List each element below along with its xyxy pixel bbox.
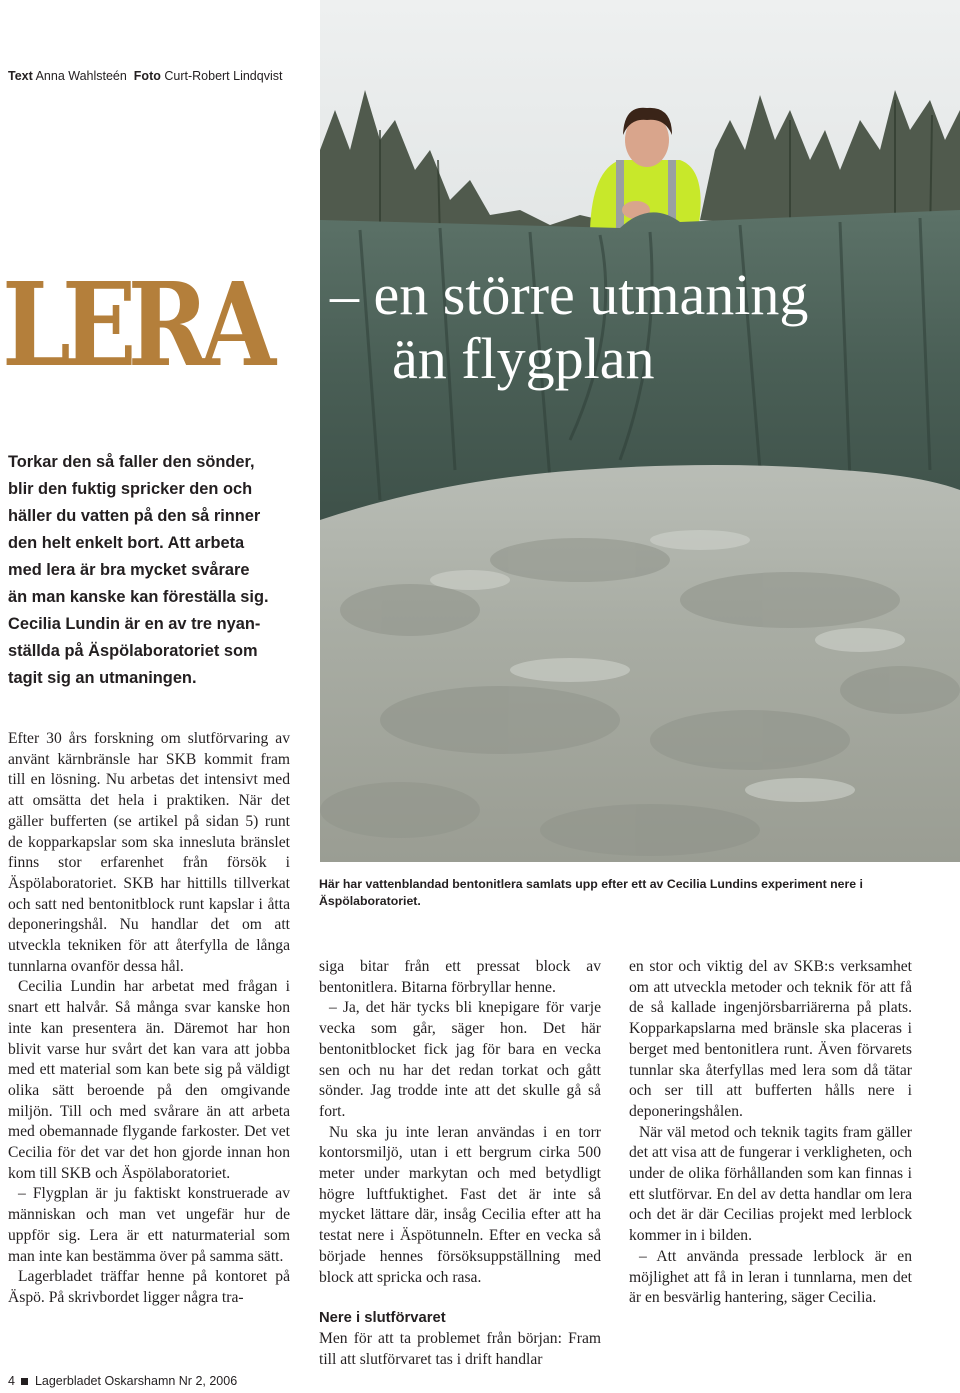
page-footer [8,1374,237,1388]
ingress-line: än man kanske kan föreställa sig. [8,588,269,606]
ingress-line: den helt enkelt bort. Att arbeta [8,534,245,552]
byline [8,69,282,83]
body-paragraph: Cecilia Lundin har arbetat med frågan i snart ett halvår. Så många svar kanske hon inte kan presentera än. Däremot har hon blivit varse hur svårt det kan vara att jobba med ett material som kan bete sig på väldigt olika sätt beroende på den omgivande miljön. Till och med svårare än att arbeta med obemannade flygande farkoster. Det vet Cecilia för det var det hon gjorde innan hon kom till SKB och Äspölaboratoriet. [8,978,290,1182]
ingress-line: häller du vatten på den så rinner [8,507,261,525]
ingress-line: Torkar den så faller den sönder, [8,453,255,471]
section-subheading: Nere i slutförvaret [319,1310,446,1327]
body-paragraph: en stor och viktig del av SKB:s verksamhet om att utveckla metoder och teknik för att få de så kallade ingenjörsbarriärerna på plats. Kopparkapslarna med bränsle ska placeras i berget med bentonitlera runt. Även förvarets tunnlar ska återfyllas med lera som då tätar och ser till att bufferten hålls nere i deponeringshålen. [629,958,912,1120]
text-label: Text [8,69,33,83]
body-column-2 [319,957,601,1370]
headline-main: LERA [2,257,268,394]
photo-label: Foto [133,69,161,83]
photo-author: Curt-Robert Lindqvist [164,69,283,83]
ingress-line: ställda på Äspölaboratoriet som [8,642,258,660]
body-column-3 [629,957,912,1309]
body-paragraph: siga bitar från ett pressat block av bentonitlera. Bitarna förbryllar henne. [319,958,601,996]
ingress [8,449,300,692]
ingress-line: tagit sig an utmaningen. [8,669,197,687]
article-photo [320,0,960,862]
body-paragraph: Efter 30 års forskning om slutförvaring av använt kärnbränsle har SKB kommit fram till en lösning. Nu arbetas det intensivt med att omsätta det hela i praktiken. När det gäller bufferten (se artikel på sidan 5) runt de kopparkapslar som ska innesluta bränslet finns stor erfarenhet från försök i Äspölaboratoriet. SKB har hittills tillverkat och satt ned bentonitblock runt kapslar i åtta deponeringshål. Nu handlar det om att utveckla tekniken för att återfylla de långa tunnlarna ovanför dessa hål. [8,730,290,975]
ingress-line: blir den fuktig spricker den och [8,480,253,498]
photo-caption: Här har vattenblandad bentonitlera samlats upp efter ett av Cecilia Lundins experiment nere i Äspölaboratoriet. [319,877,863,908]
body-paragraph: Lagerbladet träffar henne på kontoret på Äspö. På skrivbordet ligger några tra- [8,1268,290,1306]
body-paragraph: – Ja, det här tycks bli knepigare för varje vecka som går, säger hon. Det här bentonitblocket fick jag för bara en vecka sen och nu har det redan torkat och gått sönder. Jag trodde inte att det skulle gå så fort. [319,999,601,1120]
page-number: 4 [8,1374,15,1388]
square-bullet-icon [21,1378,28,1385]
body-paragraph: När väl metod och teknik tagits fram gäller det att visa att de fungerar i verkligheten, och under de olika förhållanden som kan finnas i ett slutförvar. En del av detta handlar om lera och det är där Cecilias projekt med lerblock kommer in i bilden. [629,1123,912,1245]
publication-name: Lagerbladet Oskarshamn Nr 2, 2006 [34,1374,238,1388]
text-author: Anna Wahlsteén [35,69,127,83]
headline-sub-line2: än flygplan [392,326,655,391]
body-paragraph: Men för att ta problemet från början: Fram till att slutförvaret tas i drift handlar [319,1329,601,1368]
body-column-1 [8,729,290,1309]
ingress-line: med lera är bra mycket svårare [8,561,250,579]
photo-illustration [320,0,960,862]
headline-sub-line1: – en större utmaning [330,262,809,327]
body-paragraph: – Att använda pressade lerblock är en möjlighet att få in leran i tunnlarna, men det är en besvärlig hantering, säger Cecilia. [629,1247,912,1307]
ingress-line: Cecilia Lundin är en av tre nyan- [8,615,261,633]
body-paragraph: – Flygplan är ju faktiskt konstruerade av människan och man vet ungefär hur de uppför sig. Lera är ett naturmaterial som man inte kan bestämma över på samma sätt. [8,1185,290,1265]
body-paragraph: Nu ska ju inte leran användas i en torr kontorsmiljö, utan i ett bergrum cirka 500 meter under markytan och med betydligt högre luftfuktighet. Fast det är inte så mycket lättare där, insåg Cecilia efter att ha testat nere i Äspötunneln. Efter en vecka så började hennes försöksuppställning med block att spricka och rasa. [319,1123,601,1286]
